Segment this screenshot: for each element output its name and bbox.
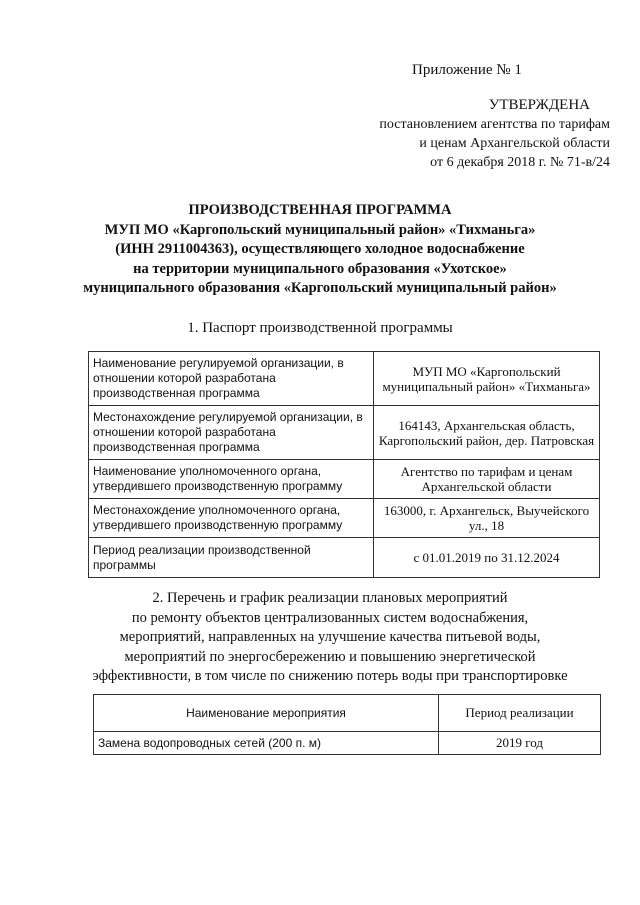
approval-block	[330, 96, 610, 172]
table-row	[89, 406, 600, 460]
section2-heading-line: мероприятий по энергосбережению и повышению энергетической	[124, 648, 536, 665]
passport-label: Местонахождение регулируемой организации, в отношении которой разработана производственная программа	[89, 406, 374, 460]
title-line: на территории муниципального образования «Ухотское»	[133, 260, 507, 277]
table-row	[94, 732, 601, 755]
table-row	[89, 538, 600, 578]
table-header-row	[94, 695, 601, 732]
title-line: ПРОИЗВОДСТВЕННАЯ ПРОГРАММА	[188, 202, 452, 218]
passport-label: Период реализации производственной программы	[89, 538, 374, 578]
passport-label: Наименование регулируемой организации, в отношении которой разработана производственная программа	[89, 352, 374, 406]
approval-line: постановлением агентства по тарифам	[379, 117, 610, 132]
events-table	[93, 694, 601, 755]
title-line: муниципального образования «Каргопольский муниципальный район»	[83, 280, 557, 296]
title-line: (ИНН 2911004363), осуществляющего холодное водоснабжение	[115, 241, 525, 257]
passport-value: Агентство по тарифам и ценам Архангельской области	[374, 460, 600, 499]
section2-heading-line: по ремонту объектов централизованных систем водоснабжения,	[131, 609, 529, 626]
event-period-cell: 2019 год	[439, 732, 601, 755]
section2-heading-line: 2. Перечень и график реализации плановых мероприятий	[152, 590, 508, 606]
passport-value: МУП МО «Каргопольский муниципальный район» «Тихманьга»	[374, 352, 600, 406]
event-name-cell: Замена водопроводных сетей (200 п. м)	[94, 732, 439, 755]
section2-heading	[40, 589, 620, 687]
passport-value: с 01.01.2019 по 31.12.2024	[374, 538, 600, 578]
document-title	[40, 201, 600, 299]
section2-heading-line: эффективности, в том числе по снижению потерь воды при транспортировке	[92, 668, 568, 684]
column-header-event: Наименование мероприятия	[94, 695, 439, 732]
approval-line: и ценам Архангельской области	[419, 136, 610, 151]
passport-label: Местонахождение уполномоченного органа, утвердившего производственную программу	[89, 499, 374, 538]
table-row	[89, 460, 600, 499]
passport-value: 163000, г. Архангельск, Выучейского ул., 18	[374, 499, 600, 538]
passport-table	[88, 351, 600, 578]
section2-heading-line: мероприятий, направленных на улучшение качества питьевой воды,	[119, 629, 541, 645]
passport-label: Наименование уполномоченного органа, утвердившего производственную программу	[89, 460, 374, 499]
column-header-period: Период реализации	[439, 695, 601, 732]
table-row	[89, 499, 600, 538]
passport-value: 164143, Архангельская область, Каргопольский район, дер. Патровская	[374, 406, 600, 460]
table-row	[89, 352, 600, 406]
section1-heading: 1. Паспорт производственной программы	[187, 320, 453, 336]
title-line: МУП МО «Каргопольский муниципальный район» «Тихманьга»	[104, 221, 536, 238]
approved-label: УТВЕРЖДЕНА	[488, 97, 590, 113]
approval-line: от 6 декабря 2018 г. № 71-в/24	[430, 155, 610, 170]
appendix-label: Приложение № 1	[412, 62, 522, 78]
